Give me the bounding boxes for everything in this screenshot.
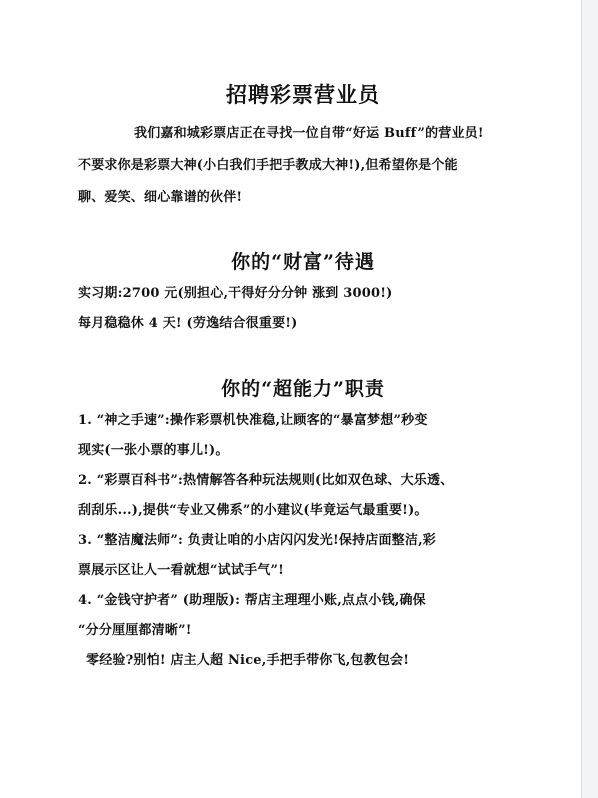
duty-line-4: 刮刮乐...),提供“专业又佛系”的小建议(毕竟运气最重要!)。: [78, 503, 428, 518]
intro-line-1: 我们嘉和城彩票店正在寻找一位自带“好运 Buff”的营业员!: [134, 126, 484, 141]
document-content: [78, 78, 528, 676]
wealth-line-1: 实习期:2700 元(别担心,干得好分分钟 涨到 3000!): [78, 286, 393, 301]
duty-line-6: 票展示区让人一看就想“试试手气”!: [78, 563, 285, 578]
duty-line-7: 4. “金钱守护者” (助理版): 帮店主理理小账,点点小钱,确保: [78, 593, 426, 608]
duty-line-3: 2. “彩票百科书”:热情解答各种玩法规则(比如双色球、大乐透、: [78, 473, 454, 488]
intro-line-3: 聊、爱笑、细心靠谱的伙伴!: [78, 190, 243, 205]
duty-line-5: 3. “整洁魔法师”: 负责让咱的小店闪闪发光!保持店面整洁,彩: [78, 533, 437, 548]
duty-line-2: 现实(一张小票的事儿!)。: [78, 443, 229, 458]
power-section: [78, 406, 528, 676]
page-edge-scrollbar[interactable]: [581, 0, 598, 798]
duty-line-1: 1. “神之手速”:操作彩票机快准稳,让顾客的“暴富梦想”秒变: [78, 413, 428, 428]
intro-section: [78, 118, 528, 214]
closing-line: 零经验?别怕! 店主人超 Nice,手把手带你飞,包教包会!: [86, 653, 410, 668]
duty-line-8: “分分厘厘都清晰”!: [78, 623, 192, 638]
intro-line-2: 不要求你是彩票大神(小白我们手把手教成大神!),但希望你是个能: [78, 158, 458, 173]
wealth-heading: 你的“财富”待遇: [231, 251, 375, 273]
page-title: 招聘彩票营业员: [226, 82, 380, 107]
power-heading: 你的“超能力”职责: [221, 378, 385, 400]
wealth-line-2: 每月稳稳休 4 天! (劳逸结合很重要!): [78, 316, 298, 331]
wealth-section: [78, 279, 528, 339]
